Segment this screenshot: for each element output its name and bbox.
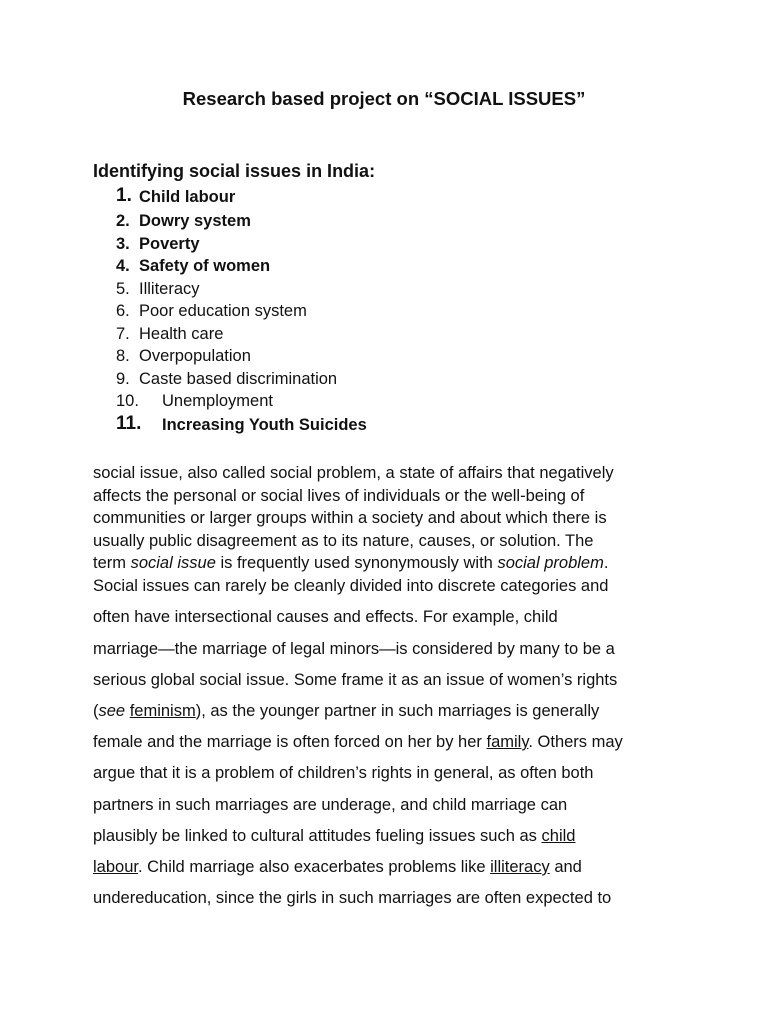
child-labour-link[interactable]: child xyxy=(541,827,576,845)
list-item-text: Illiteracy xyxy=(139,280,200,298)
text-run: female and the marriage is often forced on her by her xyxy=(93,733,487,751)
list-item-number: 8. xyxy=(116,347,130,365)
paragraph-line: marriage—the marriage of legal minors—is considered by many to be a xyxy=(93,640,615,658)
list-item-number: 6. xyxy=(116,302,130,320)
list-item-text: Poverty xyxy=(139,235,200,253)
paragraph-line xyxy=(93,554,608,573)
list-item-text: Poor education system xyxy=(139,302,307,320)
italic-term: social problem xyxy=(497,554,604,572)
text-run: ( xyxy=(93,702,99,720)
italic-term: social issue xyxy=(130,554,216,572)
list-item-text: Health care xyxy=(139,325,224,343)
paragraph-line: serious global social issue. Some frame it as an issue of women’s rights xyxy=(93,671,618,689)
list-item-number: 3. xyxy=(116,235,130,253)
text-run: . Others may xyxy=(528,733,623,751)
paragraph-line xyxy=(93,702,599,721)
list-item-text: Overpopulation xyxy=(139,347,251,365)
text-run: . xyxy=(603,554,609,572)
feminism-link[interactable]: feminism xyxy=(129,702,196,720)
paragraph-line: affects the personal or social lives of individuals or the well-being of xyxy=(93,487,585,505)
section-heading: Identifying social issues in India: xyxy=(93,161,376,181)
paragraph-line: partners in such marriages are underage, and child marriage can xyxy=(93,796,568,814)
paragraph-line xyxy=(93,858,582,877)
list-item-text: Dowry system xyxy=(139,212,251,230)
list-item-number: 7. xyxy=(116,325,130,343)
list-item-number: 11. xyxy=(116,413,142,434)
illiteracy-link[interactable]: illiteracy xyxy=(490,858,550,876)
text-run: ), as the younger partner in such marriages is generally xyxy=(195,702,600,720)
list-item-number: 5. xyxy=(116,280,130,298)
paragraph-line: often have intersectional causes and effects. For example, child xyxy=(93,608,558,626)
paragraph-line: argue that it is a problem of children’s rights in general, as often both xyxy=(93,764,594,782)
paragraph-line xyxy=(93,827,575,846)
child-labour-link[interactable]: labour xyxy=(93,858,138,876)
paragraph-line: communities or larger groups within a society and about which there is xyxy=(93,509,607,527)
list-item-number: 10. xyxy=(116,392,139,410)
paragraph-line: social issue, also called social problem, a state of affairs that negatively xyxy=(93,464,614,482)
list-item-text: Child labour xyxy=(139,188,236,206)
italic-term: see xyxy=(98,702,126,720)
list-item-text: Unemployment xyxy=(162,392,273,410)
list-item-text: Safety of women xyxy=(139,257,271,275)
list-item-number: 4. xyxy=(116,257,130,275)
list-item-number: 2. xyxy=(116,212,130,230)
paragraph-line: Social issues can rarely be cleanly divided into discrete categories and xyxy=(93,577,609,595)
text-run: term xyxy=(93,554,131,572)
family-link[interactable]: family xyxy=(486,733,529,751)
paragraph-line xyxy=(93,733,623,752)
text-run: . Child marriage also exacerbates problems like xyxy=(137,858,491,876)
paragraph-line: undereducation, since the girls in such marriages are often expected to xyxy=(93,889,612,907)
text-run: is frequently used synonymously with xyxy=(215,554,498,572)
text-run: and xyxy=(549,858,582,876)
list-item-number: 1. xyxy=(116,185,132,206)
list-item-text: Increasing Youth Suicides xyxy=(162,416,367,434)
paragraph-line: usually public disagreement as to its nature, causes, or solution. The xyxy=(93,532,594,550)
list-item-text: Caste based discrimination xyxy=(139,370,338,388)
text-run: plausibly be linked to cultural attitudes fueling issues such as xyxy=(93,827,542,845)
list-item-number: 9. xyxy=(116,370,130,388)
document-title: Research based project on “SOCIAL ISSUES” xyxy=(182,88,586,109)
